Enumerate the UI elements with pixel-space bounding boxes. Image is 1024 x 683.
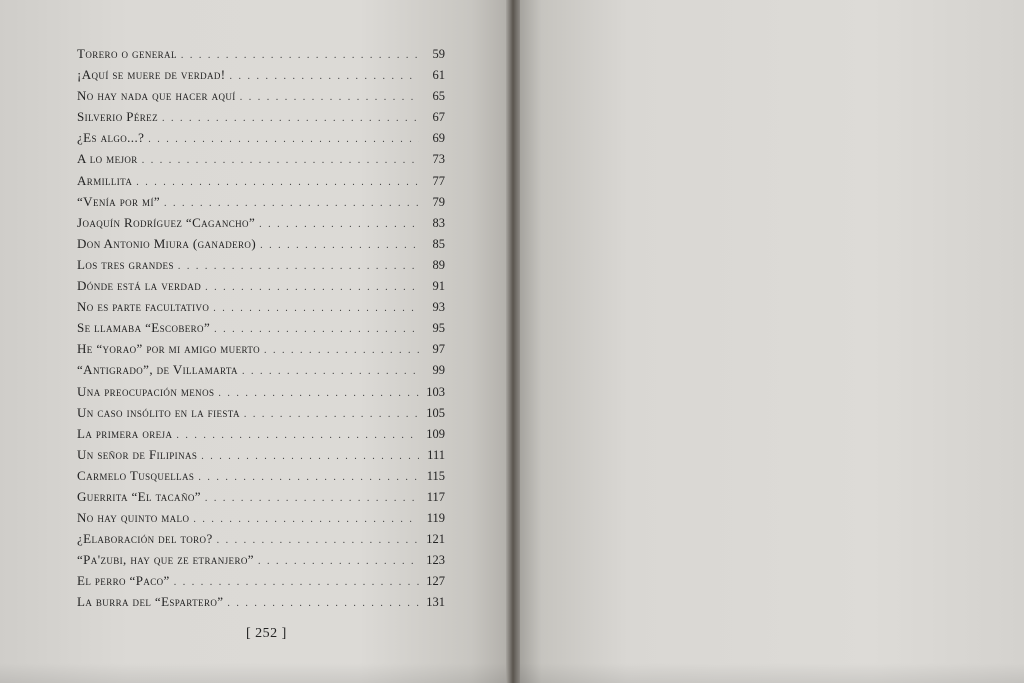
toc-entry <box>77 468 445 489</box>
toc-leader-dots <box>230 71 419 82</box>
toc-entry <box>77 573 445 594</box>
toc-entry <box>77 362 445 383</box>
toc-entry-title: A lo mejor <box>77 151 138 167</box>
toc-leader-dots <box>227 598 419 609</box>
toc-leader-dots <box>214 324 419 335</box>
toc-entry-title: Dónde está la verdad <box>77 278 202 294</box>
toc-entry <box>77 594 445 615</box>
toc-entry-title: Un señor de Filipinas <box>77 446 198 462</box>
toc-entry-title: ¿Es algo...? <box>77 130 145 146</box>
toc-entry <box>77 194 445 215</box>
toc-entry-page: 77 <box>432 173 445 188</box>
page-shadow <box>516 663 1024 683</box>
toc-entry <box>77 109 445 130</box>
toc-entry-title: No hay quinto malo <box>77 510 190 526</box>
toc-entry <box>77 215 445 236</box>
toc-entry-page: 93 <box>432 300 445 315</box>
toc-entry-title: “Pa'zubi, hay que ze etranjero” <box>77 552 254 568</box>
toc-leader-dots <box>205 493 419 504</box>
toc-entry <box>77 531 445 552</box>
toc-leader-dots <box>178 261 419 272</box>
toc-entry-title: Silverio Pérez <box>77 109 158 125</box>
toc-entry <box>77 130 445 151</box>
toc-leader-dots <box>259 219 419 230</box>
toc-entry-page: 99 <box>432 363 445 378</box>
toc-entry-page: 73 <box>432 152 445 167</box>
toc-entry <box>77 341 445 362</box>
toc-entry-page: 61 <box>432 68 445 83</box>
toc-entry <box>77 46 445 67</box>
toc-entry-page: 111 <box>427 447 445 462</box>
toc-entry-title: ¿Elaboración del toro? <box>77 531 213 547</box>
toc-entry-title: Guerrita “El tacaño” <box>77 488 201 504</box>
page-number-left: [ 252 ] <box>246 626 287 641</box>
toc-entry-page: 97 <box>432 342 445 357</box>
toc-entry <box>77 151 445 172</box>
toc-leader-dots <box>201 451 419 462</box>
book-gutter <box>506 0 520 683</box>
toc-entry-title: Torero o general <box>77 46 177 61</box>
toc-leader-dots <box>242 366 419 377</box>
toc-entry-page: 109 <box>426 426 445 441</box>
toc-entry <box>77 278 445 299</box>
toc-leader-dots <box>164 198 419 209</box>
toc-entry-title: Se llamaba “Escobero” <box>77 320 211 336</box>
toc-entry-page: 91 <box>432 279 445 294</box>
toc-leader-dots <box>264 345 419 356</box>
toc-entry <box>77 510 445 531</box>
toc-leader-dots <box>244 409 419 420</box>
toc-entry <box>77 236 445 257</box>
toc-entry-title: Joaquín Rodríguez “Cagancho” <box>77 214 256 230</box>
toc-entry <box>77 384 445 405</box>
toc-leader-dots <box>198 472 419 483</box>
toc-entry-title: No es parte facultativo <box>77 299 210 315</box>
page-shadow <box>0 663 512 683</box>
toc-entry-title: La primera oreja <box>77 425 173 441</box>
toc-entry-page: 103 <box>426 384 445 399</box>
toc-leader-dots <box>136 177 419 188</box>
toc-list-left <box>77 46 445 616</box>
toc-entry-title: Los tres grandes <box>77 256 174 272</box>
toc-leader-dots <box>213 303 419 314</box>
toc-leader-dots <box>205 282 419 293</box>
toc-entry <box>77 405 445 426</box>
toc-entry-page: 119 <box>426 511 445 526</box>
toc-entry-page: 127 <box>426 574 445 589</box>
toc-entry-page: 115 <box>426 468 445 483</box>
right-page <box>516 0 1024 683</box>
toc-entry-page: 123 <box>426 553 445 568</box>
toc-entry-page: 65 <box>432 89 445 104</box>
toc-entry-title: No hay nada que hacer aquí <box>77 88 236 104</box>
toc-leader-dots <box>162 113 419 124</box>
toc-entry-page: 85 <box>432 236 445 251</box>
toc-entry-page: 83 <box>432 215 445 230</box>
toc-leader-dots <box>260 240 419 251</box>
toc-leader-dots <box>240 92 419 103</box>
toc-entry-title: Un caso insólito en la fiesta <box>77 404 240 420</box>
toc-entry-title: “Venía por mí” <box>77 193 161 209</box>
toc-entry-page: 79 <box>432 194 445 209</box>
toc-entry-title: Armillita <box>77 172 133 188</box>
toc-leader-dots <box>193 514 419 525</box>
toc-entry-page: 105 <box>426 405 445 420</box>
toc-entry-title: La burra del “Espartero” <box>77 594 224 610</box>
toc-entry <box>77 67 445 88</box>
toc-leader-dots <box>148 134 419 145</box>
toc-entry-page: 95 <box>432 321 445 336</box>
toc-entry <box>77 426 445 447</box>
toc-entry <box>77 173 445 194</box>
toc-entry-title: “Antigrado”, de Villamarta <box>77 362 238 378</box>
toc-entry-page: 131 <box>426 595 445 610</box>
toc-leader-dots <box>218 388 419 399</box>
toc-leader-dots <box>174 577 419 588</box>
toc-entry <box>77 552 445 573</box>
toc-leader-dots <box>176 430 419 441</box>
toc-leader-dots <box>142 155 419 166</box>
toc-leader-dots <box>181 50 419 61</box>
toc-entry-page: 67 <box>432 110 445 125</box>
toc-entry-title: ¡Aquí se muere de verdad! <box>77 67 226 83</box>
toc-entry <box>77 257 445 278</box>
toc-leader-dots <box>258 556 419 567</box>
toc-entry-page: 89 <box>432 257 445 272</box>
toc-entry-title: Don Antonio Miura (ganadero) <box>77 235 257 251</box>
toc-entry-title: El perro “Paco” <box>77 573 170 589</box>
toc-entry <box>77 88 445 109</box>
toc-entry <box>77 489 445 510</box>
toc-entry-title: Una preocupación menos <box>77 383 215 399</box>
toc-entry-page: 69 <box>432 131 445 146</box>
toc-entry <box>77 299 445 320</box>
toc-entry-page: 121 <box>426 532 445 547</box>
toc-leader-dots <box>217 535 419 546</box>
toc-entry <box>77 320 445 341</box>
toc-entry-title: Carmelo Tusquellas <box>77 467 195 483</box>
toc-entry-page: 117 <box>426 489 445 504</box>
toc-entry <box>77 447 445 468</box>
toc-entry-page: 59 <box>432 47 445 61</box>
toc-entry-title: He “yorao” por mi amigo muerto <box>77 341 260 357</box>
